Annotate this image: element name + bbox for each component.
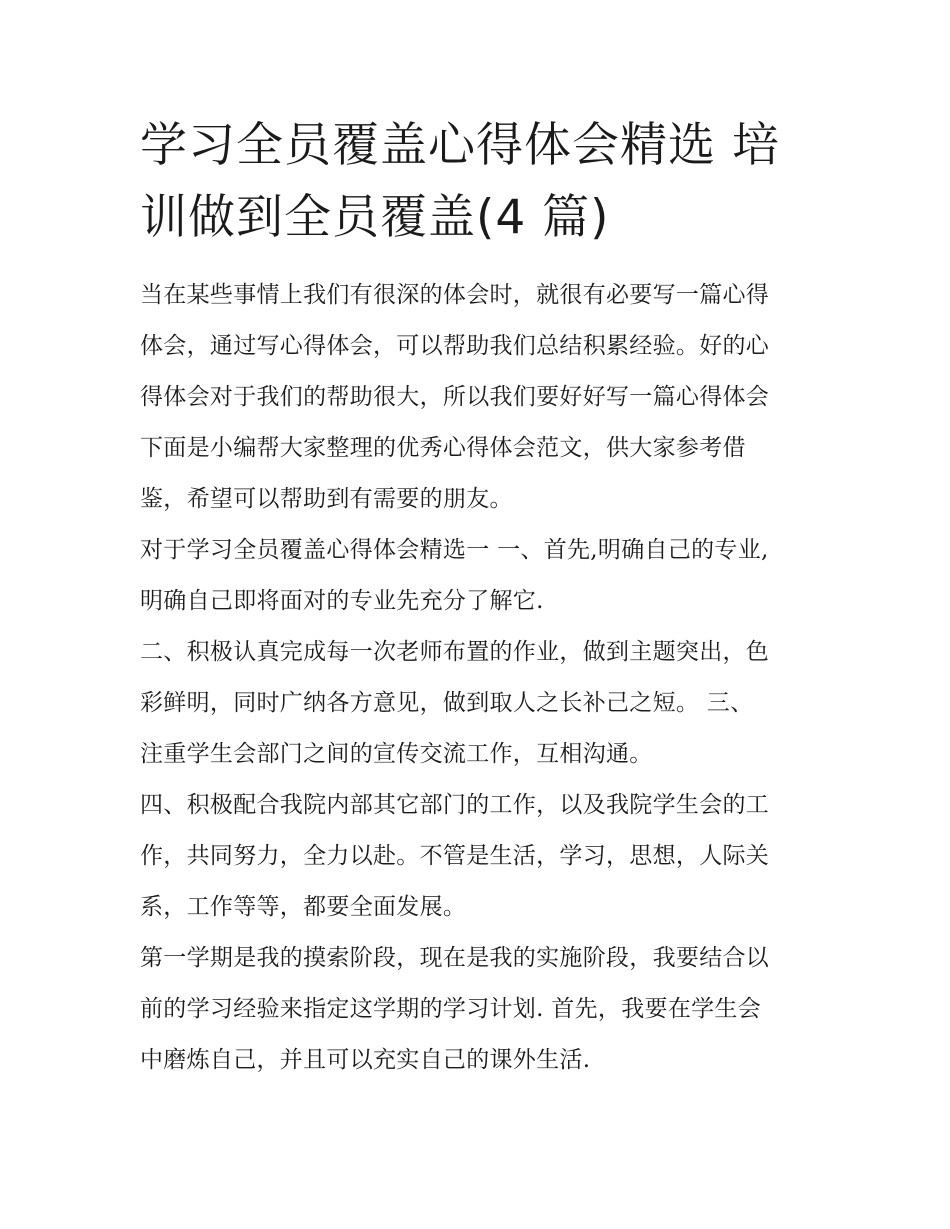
text-line: 系，工作等等，都要全面发展。 [140,894,467,920]
title-line: 训做到全员覆盖(4 篇) [140,190,610,245]
text-line: 二、积极认真完成每一次老师布置的作业，做到主题突出，色 [140,639,770,665]
text-line: 前的学习经验来指定这学期的学习计划. 首先，我要在学生会 [140,996,762,1022]
document-title [140,110,815,254]
paragraph-semester-plan [140,933,815,1086]
text-line: 得体会对于我们的帮助很大，所以我们要好好写一篇心得体会 [140,384,770,410]
text-line: 彩鲜明，同时广纳各方意见，做到取人之长补己之短。 三、 [140,690,754,716]
text-line: 注重学生会部门之间的宣传交流工作，互相沟通。 [140,741,653,767]
text-line: 四、积极配合我院内部其它部门的工作，以及我院学生会的工 [140,792,770,818]
paragraph-section-one [140,525,815,627]
text-line: 下面是小编帮大家整理的优秀心得体会范文，供大家参考借 [140,435,746,461]
paragraph-section-two [140,627,815,780]
text-line: 体会，通过写心得体会，可以帮助我们总结积累经验。好的心 [140,333,770,359]
text-line: 对于学习全员覆盖心得体会精选一 一、首先,明确自己的专业, [140,537,769,563]
title-line: 学习全员覆盖心得体会精选 培 [140,118,780,173]
text-line: 第一学期是我的摸索阶段，现在是我的实施阶段，我要结合以 [140,945,770,971]
text-line: 作，共同努力，全力以赴。不管是生活，学习，思想，人际关 [140,843,770,869]
text-line: 明确自己即将面对的专业先充分了解它. [140,588,544,614]
paragraph-intro [140,270,815,525]
text-line: 当在某些事情上我们有很深的体会时，就很有必要写一篇心得 [140,282,770,308]
text-line: 鉴，希望可以帮助到有需要的朋友。 [140,486,513,512]
paragraph-section-four [140,780,815,933]
document-page [140,110,815,1086]
text-line: 中磨炼自己，并且可以充实自己的课外生活. [140,1047,591,1073]
